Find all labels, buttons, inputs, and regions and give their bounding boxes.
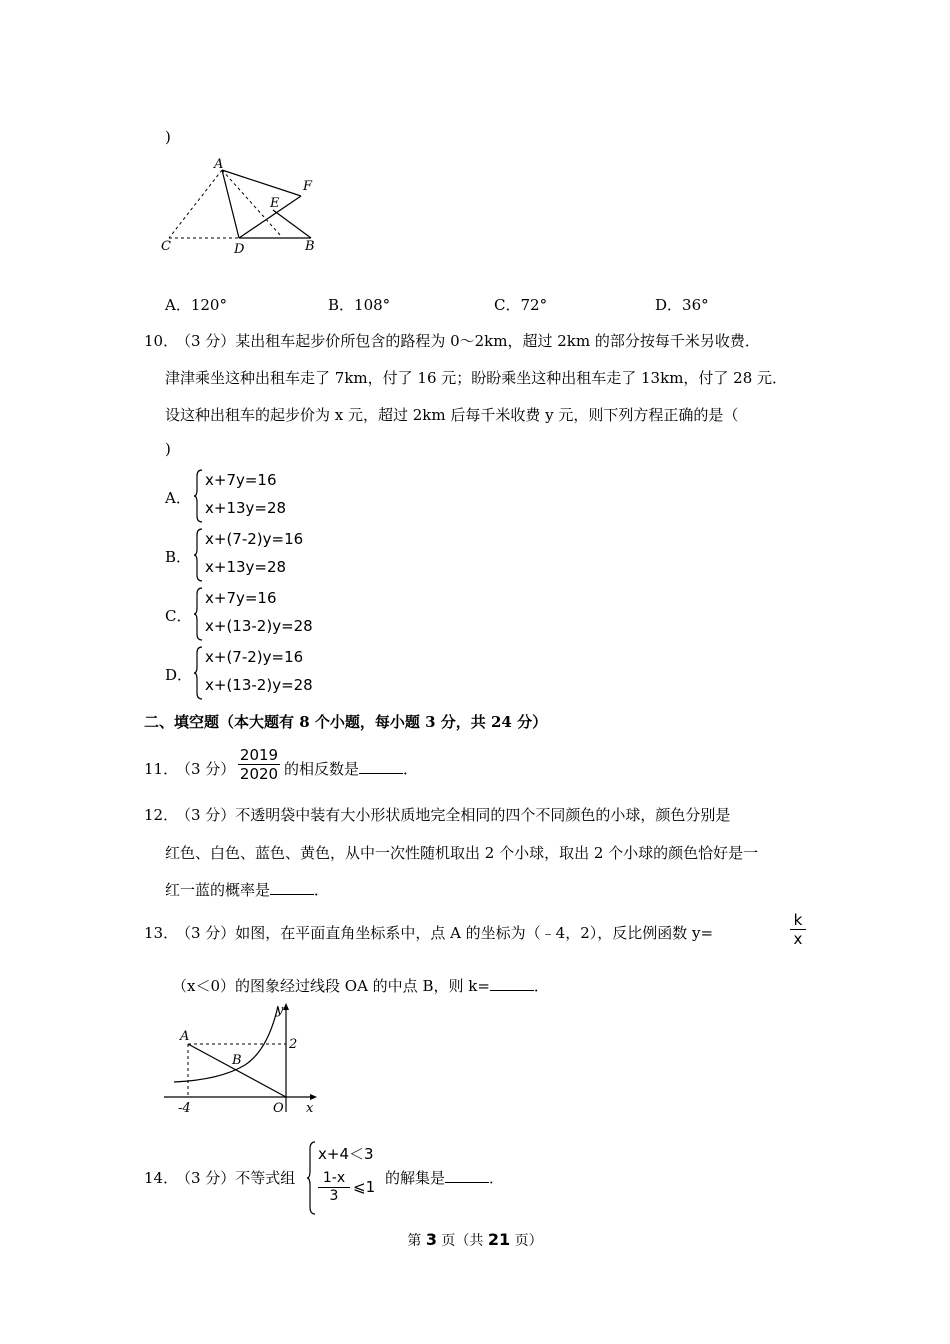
brace-icon <box>306 1140 316 1216</box>
q14-system <box>306 1140 386 1216</box>
q13-fraction: k x <box>790 911 806 948</box>
q9-label-d: D <box>234 242 245 257</box>
q13-number: 13． <box>144 924 179 942</box>
q14-number: 14． <box>144 1169 179 1187</box>
q13-label-2: 2 <box>289 1037 298 1052</box>
q9-option-d: D．36° <box>655 296 709 314</box>
q9-figure <box>155 150 335 260</box>
answer-blank[interactable] <box>359 759 403 774</box>
q14-text: 的解集是 ． <box>385 1169 505 1187</box>
q10-option-a-system: x+7y=16 x+13y=28 <box>193 468 333 524</box>
brace-icon <box>193 527 203 583</box>
q13-label-y: y <box>276 1003 284 1018</box>
page-number: 3 <box>425 1230 437 1249</box>
brace-icon <box>193 586 203 642</box>
q10-line2: 津津乘坐这种出租车走了 7km，付了 16 元；盼盼乘坐这种出租车走了 13km，付了 28 元． <box>165 369 788 387</box>
q9-label-a: A <box>214 157 224 172</box>
q12-line1: （3 分）不透明袋中装有大小形状质地完全相同的四个不同颜色的小球，颜色分别是 <box>176 806 731 824</box>
q11-text: 的相反数是 ． <box>284 760 419 778</box>
page-total: 21 <box>487 1230 511 1249</box>
q11-score: （3 分） <box>176 760 236 778</box>
q11-fraction: 2019 2020 <box>239 746 279 783</box>
q13-label-o: O <box>273 1101 284 1116</box>
q14-score: （3 分）不等式组 <box>176 1169 296 1187</box>
q10-number: 10． <box>144 332 179 350</box>
q9-label-b: B <box>305 239 315 254</box>
q13-label-x: x <box>306 1101 314 1116</box>
q10-option-b-system: x+(7-2)y=16 x+13y=28 <box>193 527 353 583</box>
q10-option-d-system: x+(7-2)y=16 x+(13-2)y=28 <box>193 645 353 701</box>
q13-label-a: A <box>180 1029 190 1044</box>
q13-line2: （x＜0）的图象经过线段 OA 的中点 B，则 k= ． <box>172 977 549 995</box>
q11-number: 11． <box>144 760 179 778</box>
q10-option-c-system: x+7y=16 x+(13-2)y=28 <box>193 586 353 642</box>
q10-option-b-letter: B． <box>165 548 192 566</box>
q9-tail: ) <box>165 128 171 146</box>
q10-option-d-letter: D． <box>165 666 193 684</box>
q10-option-c-letter: C． <box>165 607 192 625</box>
q13-label-neg4: -4 <box>178 1101 191 1116</box>
page-footer: 第 3 页（共 21 页） <box>407 1230 543 1249</box>
q12-line2: 红色、白色、蓝色、黄色，从中一次性随机取出 2 个小球，取出 2 个小球的颜色恰好是一 <box>165 844 759 862</box>
q9-option-a: A．120° <box>165 296 227 314</box>
q12-line3: 红一蓝的概率是 ． <box>165 881 330 899</box>
q14-eq1: x+4＜3 <box>318 1145 374 1163</box>
answer-blank[interactable] <box>270 880 314 895</box>
q9-option-c: C．72° <box>494 296 548 314</box>
q9-label-e: E <box>270 196 280 211</box>
q10-line3: 设这种出租车的起步价为 x 元，超过 2km 后每千米收费 y 元，则下列方程正确的是（ <box>165 406 739 424</box>
q9-label-f: F <box>303 179 313 194</box>
q14-fraction: 1-x 3 <box>318 1170 350 1205</box>
q13-label-b: B <box>232 1053 242 1068</box>
q10-line1: （3 分）某出租车起步价所包含的路程为 0～2km，超过 2km 的部分按每千米另收费． <box>176 332 760 350</box>
answer-blank[interactable] <box>445 1168 489 1183</box>
q12-number: 12． <box>144 806 179 824</box>
q10-line4: ) <box>165 440 171 458</box>
q9-option-b: B．108° <box>328 296 391 314</box>
section-heading: 二、填空题（本大题有 8 个小题，每小题 3 分，共 24 分） <box>144 713 548 731</box>
q14-eq2-tail: ⩽1 <box>353 1178 376 1196</box>
brace-icon <box>193 468 203 524</box>
q13-figure <box>160 1000 330 1120</box>
q9-label-c: C <box>161 239 171 254</box>
brace-icon <box>193 645 203 701</box>
q13-line1: （3 分）如图，在平面直角坐标系中，点 A 的坐标为（﹣4，2），反比例函数 y= <box>176 924 714 942</box>
q10-option-a-letter: A． <box>165 489 191 507</box>
answer-blank[interactable] <box>490 976 534 991</box>
